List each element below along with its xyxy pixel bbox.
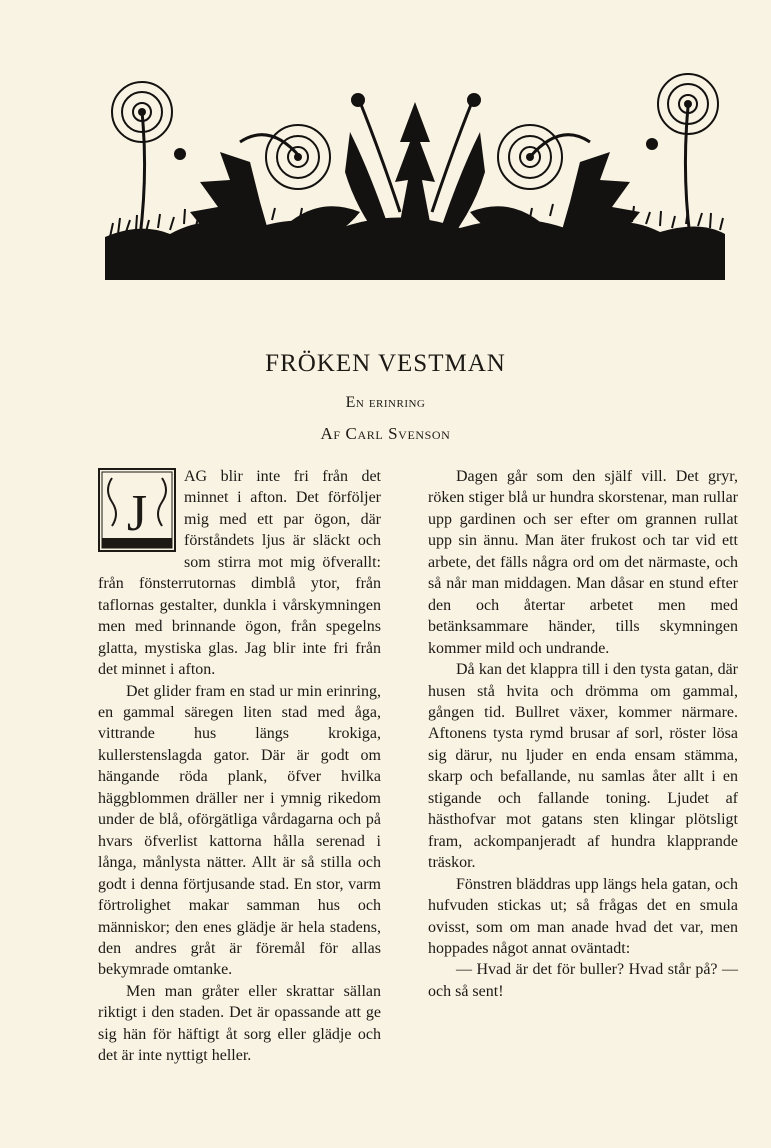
dandelion-banner-illustration (100, 62, 730, 287)
left-column (98, 466, 381, 1067)
drop-cap-letter: J (126, 485, 148, 542)
article-title: FRÖKEN VESTMAN (265, 350, 506, 377)
right-column (428, 466, 738, 1002)
right-paragraph-3: Fönstren bläddras upp längs hela gatan, och hufvuden stickas ut; så frågas det en smula ovisst, som om man anade hvad det var, men hoppades något annat oväntadt: (428, 875, 738, 957)
right-paragraph-2: Då kan det klappra till i den tysta gatan, där husen stå hvita och drömma om gammal, gången tid. Bullret växer, kommer närmare. Aftonens tysta rymd brusar af sorl, röster lösa sig därur, nu ljuder en enda ensam stämma, skarp och befallande, nu samlas åter allt i en stigande och fallande toning. Ljudet af hästhofvar mot gatans sten klingar plötsligt fram, ackompanjeradt af hundra klapprande träskor. (428, 661, 738, 872)
left-paragraph-1: AG blir inte fri från det minnet i afton. Det förföljer mig med ett par ögon, där förståndets ljus är släckt och som stirra mot mig öfverallt: från fönsterrutornas dimblå ytor, från taflornas gestalter, dunkla i vårskymningen men med brinnande ögon, från spegelns glatta, mystiska glas. Jag blir inte fri från det minnet i afton. (98, 468, 381, 679)
article-byline: Af Carl Svenson (320, 424, 451, 443)
right-paragraph-4: — Hvad är det för buller? Hvad står på? — och så sent! (428, 961, 738, 1000)
left-paragraph-2: Det glider fram en stad ur min erinring, en gammal säregen liten stad med åga, vittrande hus längs krokiga, kullerstenslagda gator. Där är godt om hängande röda plank, öfver hvilka häggblommen dräller ner i ymnig rikedom under de blå, oförgätliga vårdagarna och på hvars öfverlist kattorna hålla serenad i långa, månlysta nätter. Allt är så stilla och godt i denna förtjusande stad. En stor, varm förtrolighet makar samman hus och människor; den enes glädje är hela stadens, den andres gråt är föremål för allas bekymrade omtanke. (98, 682, 381, 979)
article-subtitle: En erinring (345, 394, 426, 411)
left-paragraph-3: Men man gråter eller skrattar sällan riktigt i den staden. Det är opassande att ge sig hän för häftigt åt sorg eller glädje och det är inte nyttigt heller. (98, 982, 381, 1065)
right-paragraph-1: Dagen går som den själf vill. Det gryr, röken stiger blå ur hundra skorstenar, man rullar upp gardinen och ser efter om grannen rullat upp sin ännu. Man äter frukost och tar vid ett arbete, det fälls några ord om det närmaste, och så når man middagen. Man dåsar en stund efter den och återtar arbetet men med betänksammare händer, tills skymningen kommer mild och undrande. (428, 468, 738, 657)
drop-cap-initial (98, 468, 176, 552)
